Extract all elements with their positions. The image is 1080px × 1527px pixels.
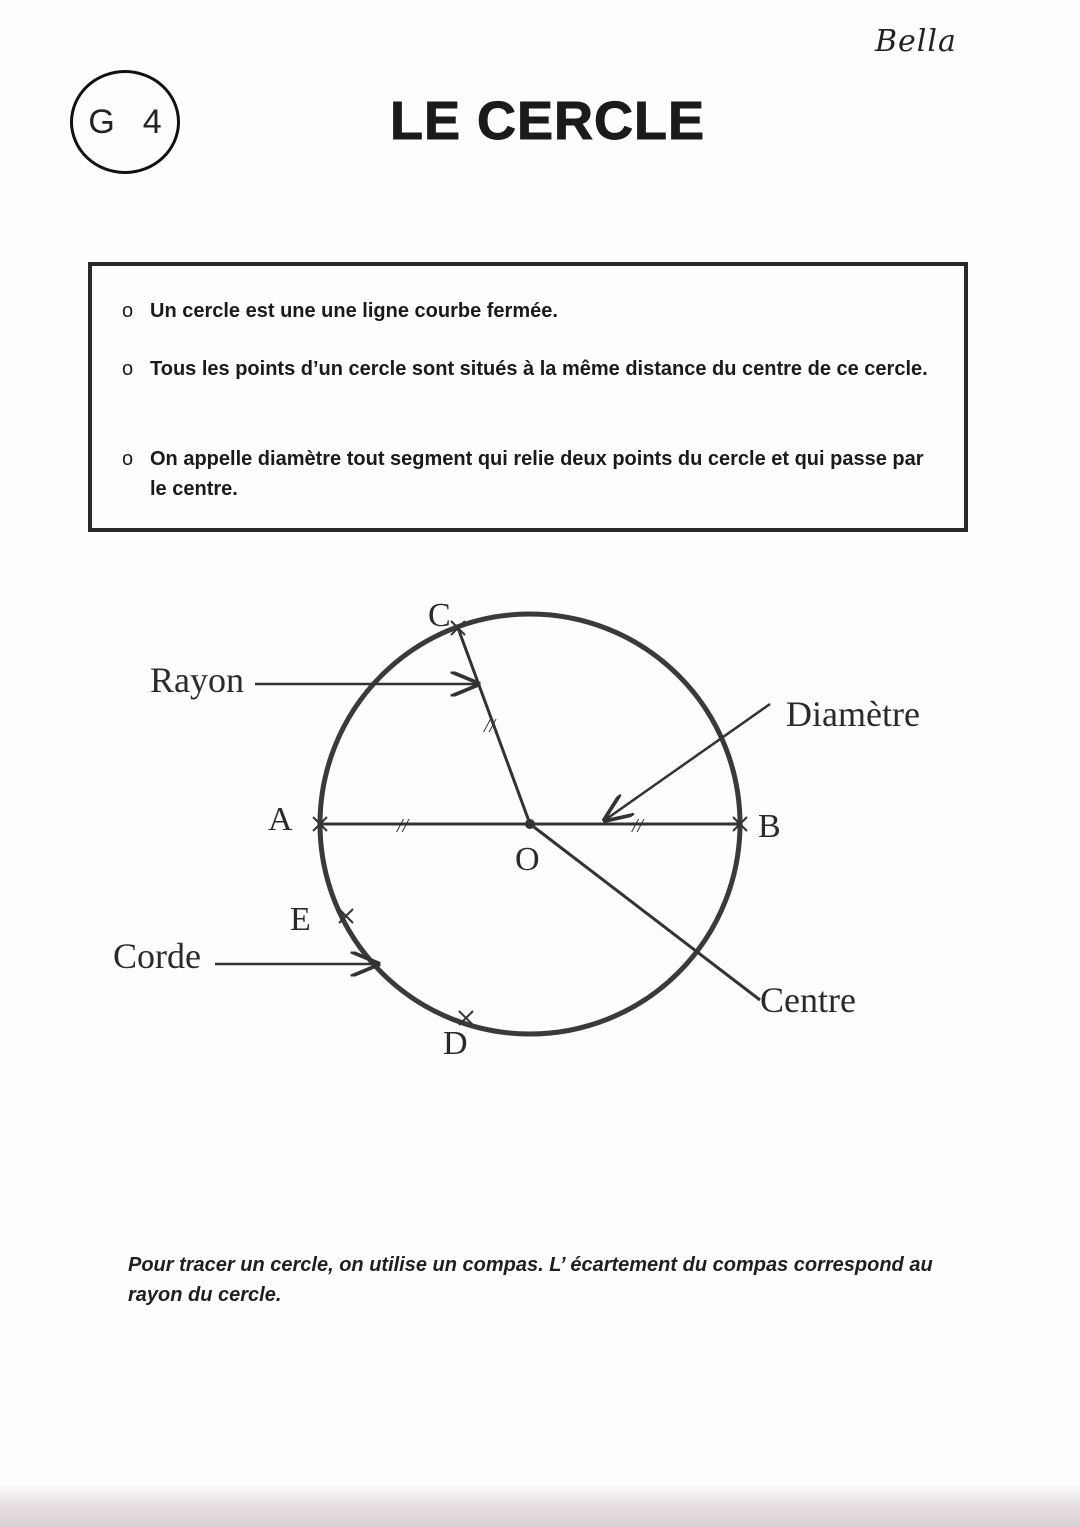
bullet-icon: o [122,358,134,380]
badge-letter: G [88,102,115,141]
definition-item [122,444,940,504]
badge-number: 4 [142,102,162,141]
bullet-icon: o [122,300,134,322]
definition-text: Un cercle est une une ligne courbe fermée. [150,300,558,322]
tick-mark: // [484,715,496,737]
definition-item [122,354,940,384]
tick-mark: // [397,815,409,837]
compass-note: Pour tracer un cercle, on utilise un compas. L’ écartement du compas correspond au rayon du cercle. [128,1254,933,1306]
definition-item [122,296,940,326]
definitions-box [88,262,968,532]
point-c-label: C [428,597,451,634]
chapter-badge [70,70,180,174]
point-e-label: E [290,901,311,938]
point-d-label: D [443,1025,468,1062]
definition-text: Tous les points d’un cercle sont situés à la même distance du centre de ce cercle. [150,358,928,380]
diametre-arrow [605,704,770,820]
point-o-label: O [515,841,540,878]
diametre-label: Diamètre [786,694,920,734]
page-title: LE CERCLE [390,91,706,151]
definition-text: On appelle diamètre tout segment qui relie deux points du cercle et qui passe par le centre. [150,448,924,500]
centre-label: Centre [760,980,856,1020]
centre-pointer-line [530,824,760,1000]
center-dot [526,820,534,828]
scan-edge-strip [0,1485,1080,1527]
point-b-label: B [758,808,781,845]
tick-mark: // [632,815,644,837]
student-signature: Bella [875,24,957,59]
rayon-label: Rayon [150,660,244,700]
circle-diagram [0,560,1080,1080]
bullet-icon: o [122,448,134,470]
point-a-label: A [268,801,293,838]
corde-label: Corde [113,936,201,976]
